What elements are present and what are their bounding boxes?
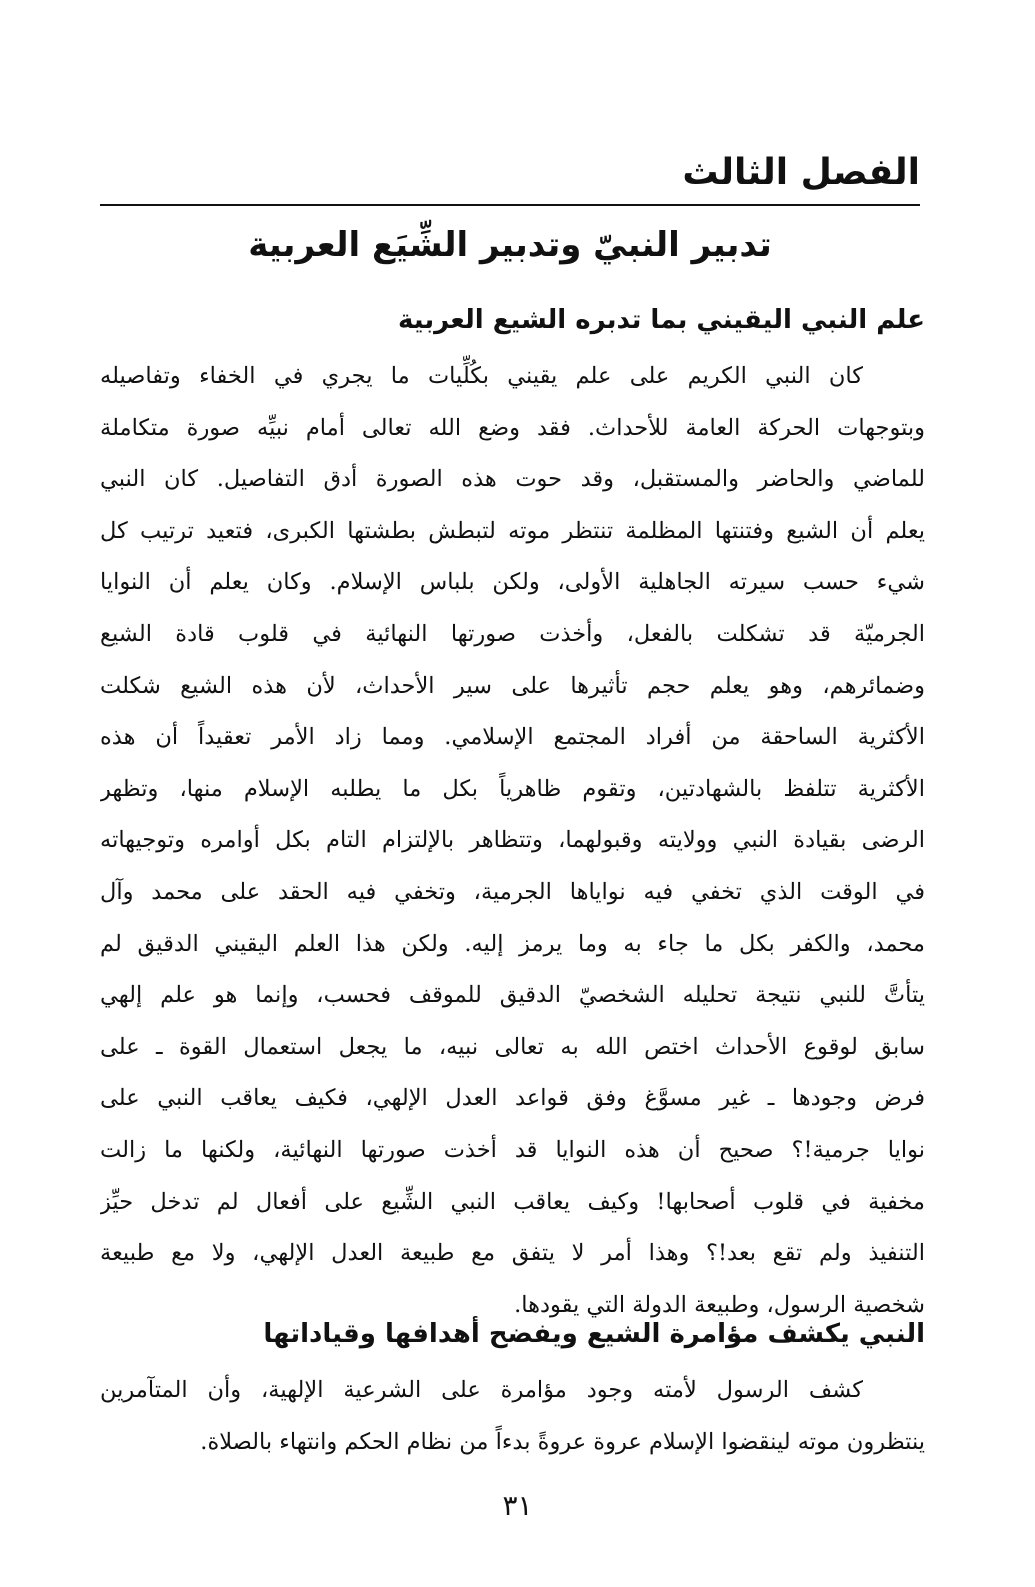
text-line: التنفيذ ولم تقع بعد!؟ وهذا أمر لا يتفق مع طبيعة العدل الإلهي، ولا مع طبيعة — [100, 1240, 925, 1267]
text-line: الرضى بقيادة النبي وولايته وقبولهما، وتتظاهر بالإلتزام التام بكل أوامره وتوجيهاته — [100, 827, 925, 854]
text-line: شيء حسب سيرته الجاهلية الأولى، ولكن بلباس الإسلام. وكان يعلم أن النوايا — [100, 569, 925, 596]
text-line: الأكثرية تتلفظ بالشهادتين، وتقوم ظاهرياً بكل ما يطلبه الإسلام منها، وتظهر — [100, 775, 925, 802]
text-line: في الوقت الذي تخفي فيه نواياها الجرمية، وتخفي فيه الحقد على محمد وآل — [100, 878, 925, 905]
header-rule — [100, 204, 920, 206]
section-heading: النبي يكشف مؤامرة الشيع ويفضح أهدافها وقياداتها — [263, 1319, 925, 1349]
text-line: الجرميّة قد تشكلت بالفعل، وأخذت صورتها النهائية في قلوب قادة الشيع — [100, 620, 925, 647]
text-line: ينتظرون موته لينقضوا الإسلام عروة عروةً بدءاً من نظام الحكم وانتهاء بالصلاة. — [200, 1428, 925, 1455]
text-line: سابق لوقوع الأحداث اختص الله به تعالى نبيه، ما يجعل استعمال القوة ـ على — [100, 1033, 925, 1060]
page-title: تدبير النبيّ وتدبير الشِّيَع العربية — [248, 225, 772, 265]
text-line: الأكثرية الساحقة من أفراد المجتمع الإسلامي. ومما زاد الأمر تعقيداً أن هذه — [100, 724, 925, 751]
text-line: كان النبي الكريم على علم يقيني بكُلِّيات ما يجري في الخفاء وتفاصيله — [100, 363, 863, 389]
section-paragraph — [100, 1365, 925, 1468]
text-line: يتأتَّ للنبي نتيجة تحليله الشخصيّ الدقيق للموقف فحسب، وإنما هو علم إلهي — [100, 982, 925, 1009]
text-line: كشف الرسول لأمته وجود مؤامرة على الشرعية الإلهية، وأن المتآمرين — [100, 1377, 863, 1403]
text-line: مخفية في قلوب أصحابها! وكيف يعاقب النبي الشِّيع على أفعال لم تدخل حيِّز — [100, 1188, 925, 1215]
text-line: يعلم أن الشيع وفتنتها المظلمة تنتظر موته لتبطش بطشتها الكبرى، فتعيد ترتيب كل — [100, 517, 925, 544]
text-line: وبتوجهات الحركة العامة للأحداث. فقد وضع الله تعالى أمام نبيِّه صورة متكاملة — [100, 414, 925, 441]
text-line: فرض وجودها ـ غير مسوَّغ وفق قواعد العدل الإلهي، فكيف يعاقب النبي على — [100, 1085, 925, 1112]
text-line: للماضي والحاضر والمستقبل، وقد حوت هذه الصورة أدق التفاصيل. كان النبي — [100, 466, 925, 493]
text-line: محمد، والكفر بكل ما جاء به وما يرمز إليه. ولكن هذا العلم اليقيني الدقيق لم — [100, 930, 925, 957]
section-heading: علم النبي اليقيني بما تدبره الشيع العربية — [397, 305, 925, 335]
text-line: شخصية الرسول، وطبيعة الدولة التي يقودها. — [514, 1291, 925, 1318]
page-number: ٣١ — [502, 1489, 533, 1522]
chapter-title: الفصل الثالث — [682, 152, 920, 193]
text-line: نوايا جرمية!؟ صحيح أن هذه النوايا قد أخذت صورتها النهائية، ولكنها ما زالت — [100, 1136, 925, 1163]
text-line: وضمائرهم، وهو يعلم حجم تأثيرها على سير الأحداث، لأن هذه الشيع شكلت — [100, 672, 925, 699]
section-paragraph — [100, 351, 925, 1331]
